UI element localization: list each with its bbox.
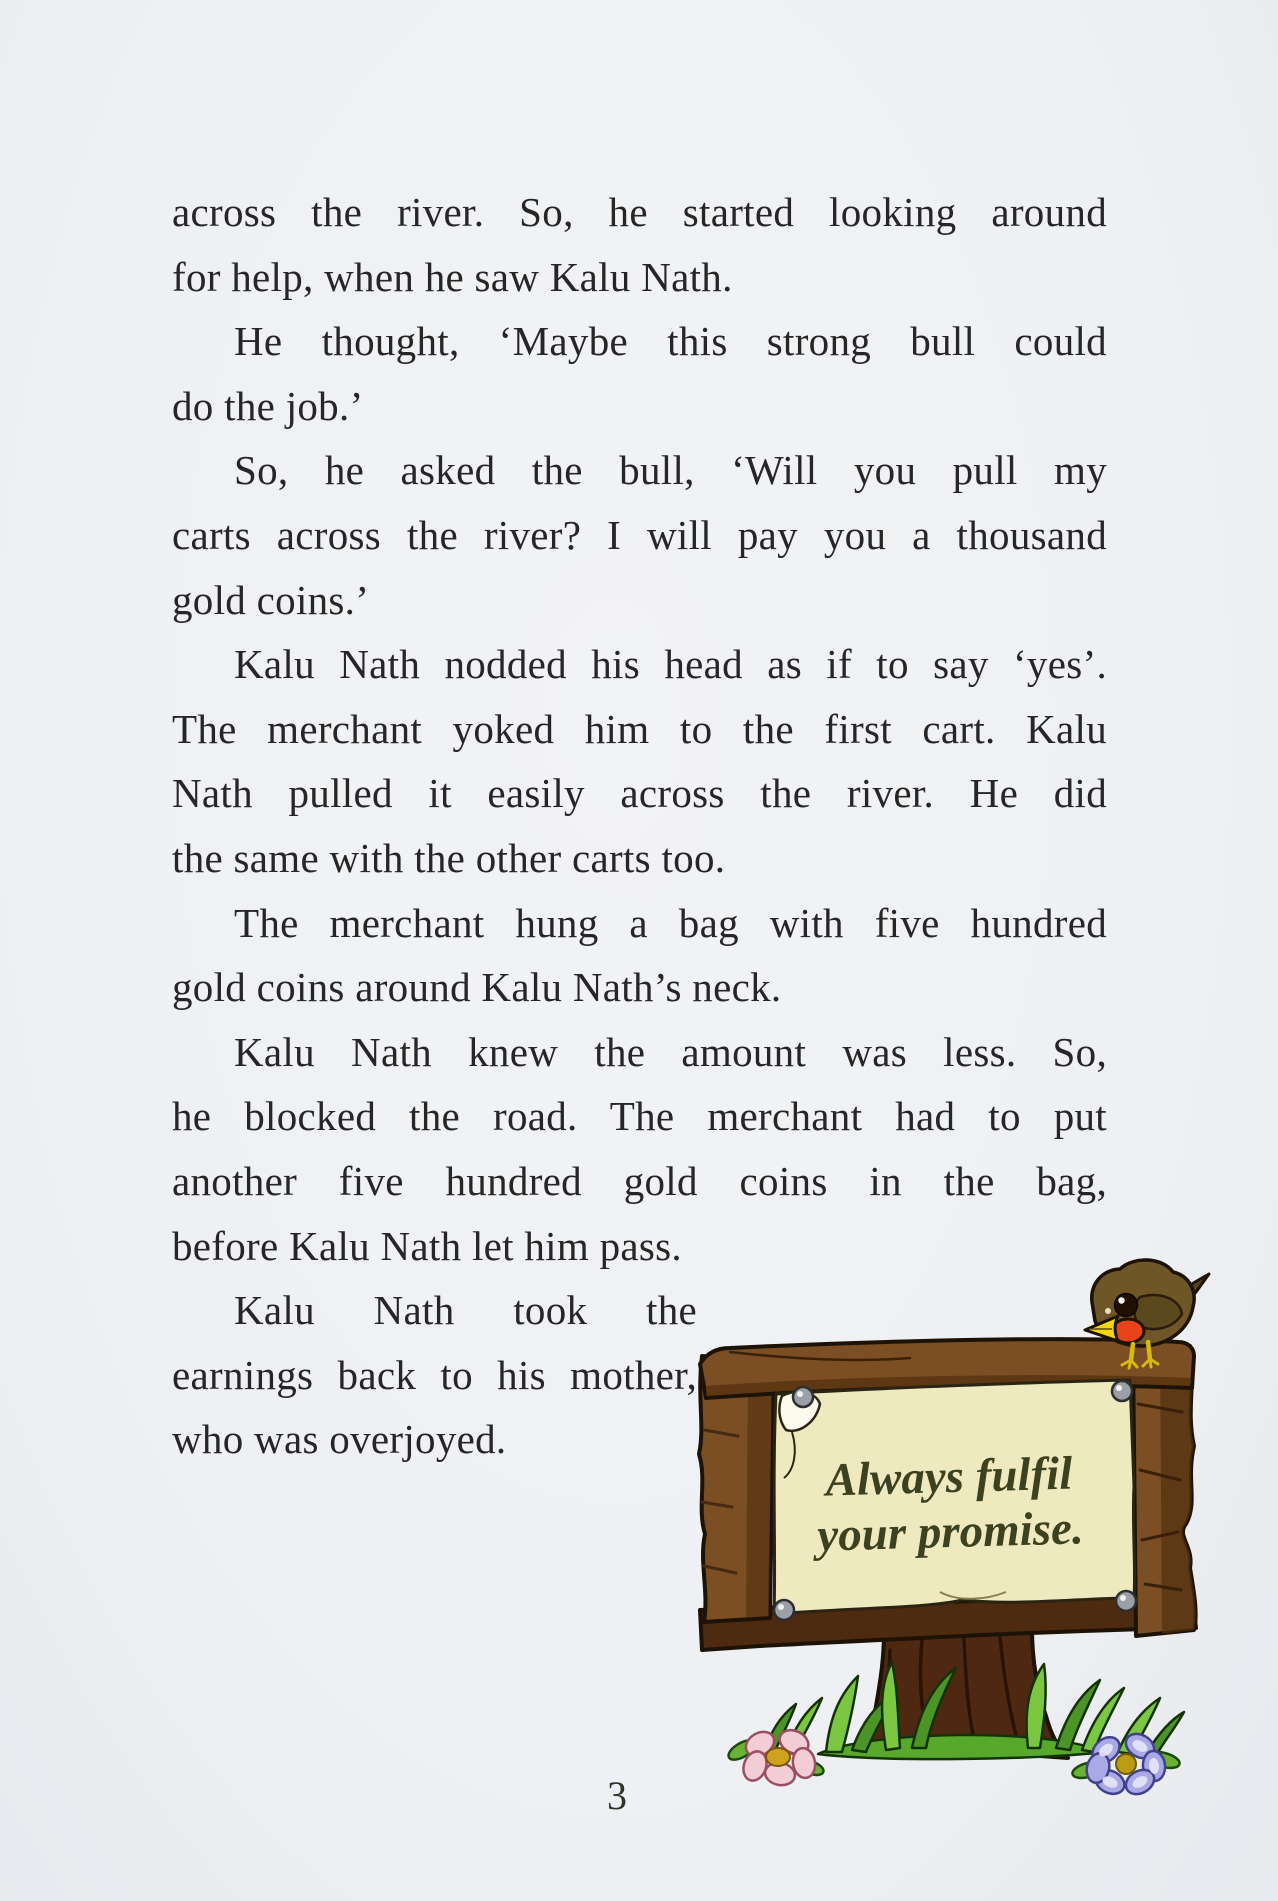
story-line: carts across the river? I will pay you a thousand — [172, 511, 1107, 558]
story-line: The merchant yoked him to the first cart. Kalu — [172, 705, 1107, 752]
story-line: The merchant hung a bag with five hundred — [234, 899, 1107, 946]
story-line: Kalu Nath took the — [234, 1287, 697, 1334]
story-line: Nath pulled it easily across the river. He did — [172, 770, 1107, 817]
story-line: the same with the other carts too. — [172, 834, 726, 881]
story-line: he blocked the road. The merchant had to put — [172, 1093, 1107, 1140]
page-number: 3 — [607, 1773, 627, 1818]
bird-eye — [1115, 1294, 1138, 1317]
story-line: earnings back to his mother, — [172, 1351, 697, 1398]
story-line: do the job.’ — [172, 382, 364, 429]
story-line: who was overjoyed. — [172, 1416, 507, 1463]
story-line: So, he asked the bull, ‘Will you pull my — [234, 447, 1107, 494]
sign-text-line-2: your promise. — [816, 1502, 1085, 1562]
story-line: for help, when he saw Kalu Nath. — [172, 253, 733, 300]
story-line: gold coins.’ — [172, 576, 370, 623]
story-line: Kalu Nath knew the amount was less. So, — [234, 1028, 1107, 1075]
story-line: Kalu Nath nodded his head as if to say ‘yes’. — [234, 641, 1107, 688]
sign-text-line-1: Always fulfil — [824, 1447, 1073, 1507]
story-line: across the river. So, he started looking around — [172, 189, 1107, 235]
story-line: before Kalu Nath let him pass. — [172, 1222, 682, 1269]
story-line: gold coins around Kalu Nath’s neck. — [172, 964, 782, 1011]
story-line: He thought, ‘Maybe this strong bull could — [234, 318, 1107, 365]
sign-paper — [774, 1380, 1136, 1620]
story-line: another five hundred gold coins in the bag, — [172, 1157, 1107, 1204]
signpost-illustration — [560, 1220, 1260, 1820]
